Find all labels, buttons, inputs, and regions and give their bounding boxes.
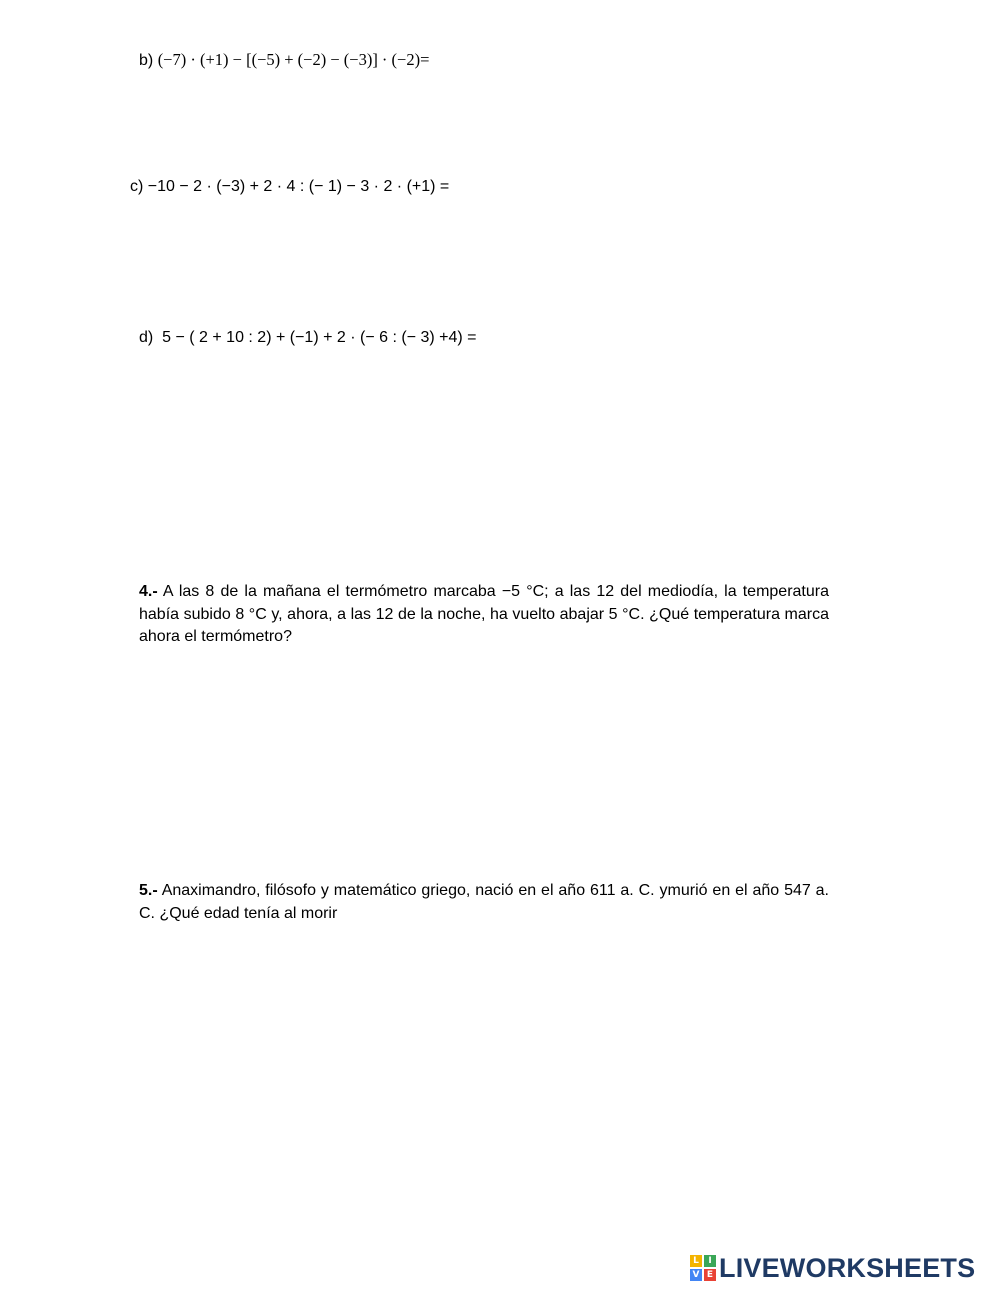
logo-tile: I xyxy=(704,1255,716,1267)
liveworksheets-brand xyxy=(690,1253,975,1283)
brand-wordmark: LIVEWORKSHEETS xyxy=(719,1253,976,1283)
problem-text: Anaximandro, filósofo y matemático griego, nació en el año 611 a. C. ymurió en el año 547 a. C. ¿Qué edad tenía al morir xyxy=(139,882,830,922)
exercise-label: d) xyxy=(139,329,154,346)
exercise-expression: 5 − ( 2 + 10 : 2) + (−1) + 2 · (− 6 : (− 3) +4) = xyxy=(162,329,477,346)
problem-5 xyxy=(139,880,829,925)
exercise-label: b) xyxy=(139,52,154,69)
exercise-label: c) xyxy=(130,178,144,195)
exercise-d xyxy=(139,328,477,348)
problem-number: 4.- xyxy=(139,583,158,600)
exercise-expression: −10 − 2 · (−3) + 2 · 4 : (− 1) − 3 · 2 · (+1) = xyxy=(147,178,450,195)
logo-tile: L xyxy=(690,1255,702,1267)
exercise-c xyxy=(130,177,449,197)
exercise-expression: (−7) · (+1) − [(−5) + (−2) − (−3)] · (−2)= xyxy=(157,50,430,69)
logo-tile: E xyxy=(704,1269,716,1281)
logo-tile: V xyxy=(690,1269,702,1281)
problem-text: A las 8 de la mañana el termómetro marcaba −5 °C; a las 12 del mediodía, la temperatura había subido 8 °C y, ahora, a las 12 de la noche, ha vuelto abajar 5 °C. ¿Qué temperatura marca ahora el termómetro? xyxy=(139,583,830,645)
exercise-b xyxy=(139,50,429,71)
problem-4 xyxy=(139,581,829,649)
liveworksheets-logo-icon xyxy=(690,1255,716,1281)
problem-number: 5.- xyxy=(139,882,158,899)
